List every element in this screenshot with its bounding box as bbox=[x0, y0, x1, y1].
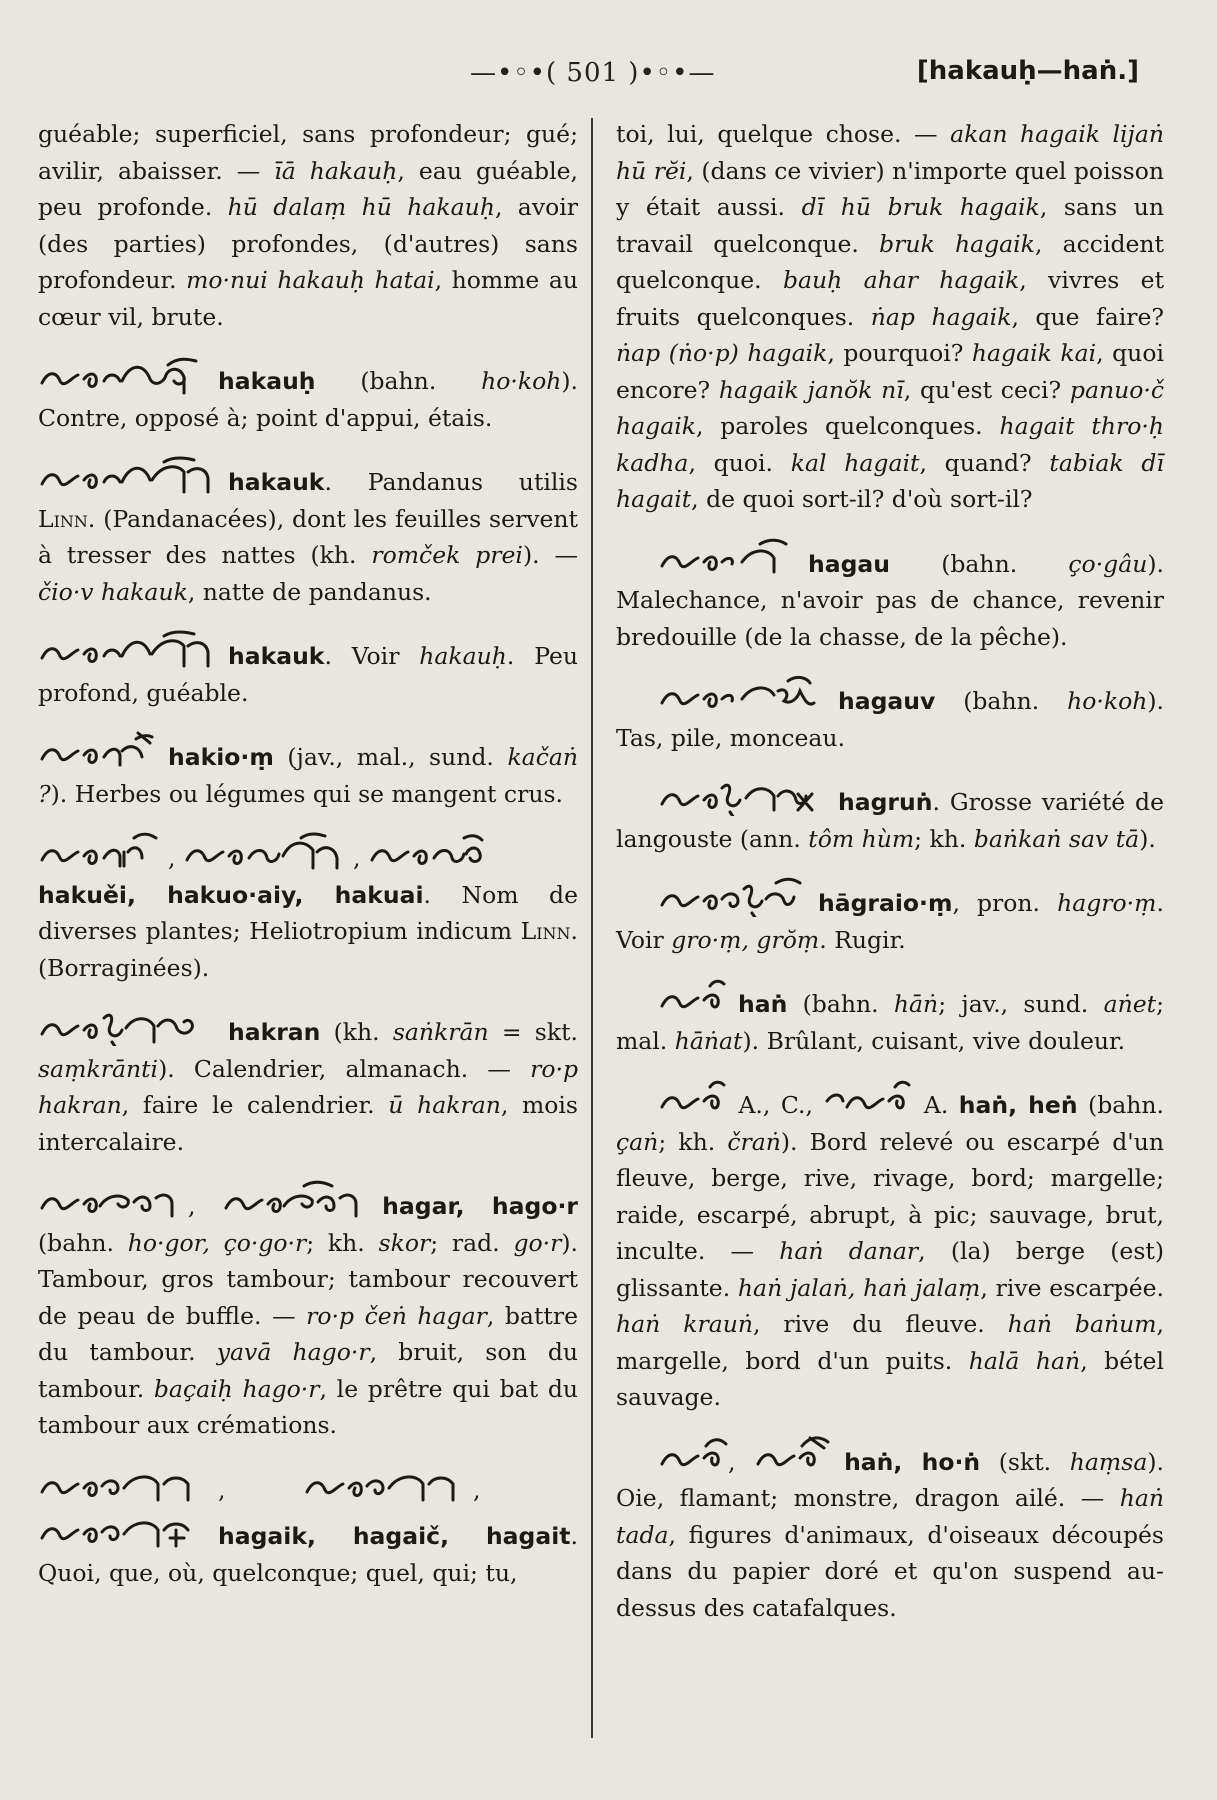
entry-text: , quoi encore? bbox=[616, 339, 1164, 404]
author-abbrev: Linn. bbox=[38, 504, 96, 533]
cham-script-glyph bbox=[658, 1077, 728, 1119]
dictionary-entry bbox=[38, 628, 578, 711]
entry-text: , qu'est ceci? bbox=[903, 375, 1070, 404]
example-phrase: kal hagait bbox=[790, 448, 920, 477]
entry-text: , mois intercalaire. bbox=[38, 1091, 578, 1156]
cham-script-glyph bbox=[38, 628, 218, 670]
definition: ). Oie, flamant; monstre, dragon ailé. — bbox=[616, 1447, 1164, 1512]
headword: hakauk bbox=[228, 642, 325, 670]
cham-script-glyph bbox=[754, 1434, 834, 1476]
cognate-form: hāṅat bbox=[674, 1026, 743, 1055]
cognate-form: baṅkaṅ sav tā bbox=[973, 824, 1140, 853]
headword: haṅ, heṅ bbox=[958, 1091, 1078, 1119]
definition: . Voir bbox=[324, 642, 420, 670]
entry-text: ; jav., sund. bbox=[938, 990, 1104, 1018]
dictionary-entry bbox=[616, 875, 1164, 958]
dictionary-entry bbox=[38, 830, 578, 986]
entry-text: guéable; superficiel, sans profondeur; gué; avilir, abaisser. — bbox=[38, 120, 578, 185]
continued-entry bbox=[616, 116, 1164, 518]
cham-script-glyph bbox=[658, 774, 828, 816]
entry-text: ; kh. bbox=[306, 1228, 379, 1257]
definition: . Peu profond, guéable. bbox=[38, 642, 578, 707]
cognate-form: hagro·ṃ bbox=[1057, 889, 1157, 917]
cognate-form: haṃsa bbox=[1069, 1447, 1148, 1476]
separator: , bbox=[188, 1192, 223, 1220]
entry-text: , eau guéable, peu profonde. bbox=[38, 156, 578, 221]
headword: haṅ bbox=[738, 990, 788, 1018]
example-phrase: bauḥ ahar hagaik bbox=[782, 266, 1020, 294]
left-column bbox=[38, 116, 578, 1591]
cham-script-glyph bbox=[658, 536, 798, 578]
entry-text: ; kh. bbox=[658, 1127, 728, 1156]
cognate-form: tôm hùm bbox=[808, 824, 915, 853]
example-phrase: haṅ tada bbox=[616, 1484, 1164, 1549]
cham-script-glyph bbox=[38, 1462, 218, 1504]
dictionary-entry bbox=[616, 1434, 1164, 1627]
entry-text: (bahn. bbox=[315, 367, 482, 395]
dictionary-entry bbox=[38, 1462, 578, 1592]
example-phrase: ṅap hagaik bbox=[870, 302, 1012, 331]
entry-text: (bahn. bbox=[38, 1228, 128, 1257]
author-abbrev: Linn. bbox=[520, 917, 578, 945]
example-phrase: baçaiḥ hago·r bbox=[153, 1374, 320, 1403]
separator: , bbox=[728, 1447, 755, 1476]
headword: hagar, hago·r bbox=[382, 1192, 578, 1220]
cham-script-glyph bbox=[38, 729, 158, 771]
right-column bbox=[616, 116, 1164, 1626]
example-phrase: īā hakauḥ bbox=[274, 156, 398, 185]
entry-text: , pron. bbox=[952, 889, 1058, 917]
headword: hakuěi, hakuo·aiy, hakuai bbox=[38, 880, 424, 909]
entry-text: , quoi. bbox=[688, 448, 791, 477]
definition: ). Herbes ou légumes qui se mangent crus. bbox=[50, 779, 563, 808]
entry-text: ). — bbox=[522, 541, 578, 569]
entry-text: (bahn. bbox=[1077, 1091, 1165, 1119]
example-phrase: ṅap (ṅo·p) hagaik bbox=[616, 339, 828, 367]
entry-text: , bruit, son du tambour. bbox=[38, 1338, 578, 1403]
cognate-form: saṃkrānti bbox=[38, 1054, 159, 1083]
example-phrase: mo·nui hakauḥ hatai bbox=[186, 266, 435, 294]
example-phrase: panuo·č hagaik bbox=[616, 375, 1165, 440]
dictionary-entry bbox=[38, 1178, 578, 1444]
example-phrase: haṅ jalaṅ, haṅ jalaṃ bbox=[737, 1273, 981, 1302]
entry-text: , pourquoi? bbox=[827, 339, 972, 367]
cognate-form: go·r bbox=[513, 1228, 562, 1257]
cognate-form: hāṅ bbox=[893, 990, 939, 1018]
cross-reference: hakauḥ bbox=[419, 642, 507, 670]
cham-script-glyph bbox=[658, 673, 828, 715]
entry-text: (jav., mal., sund. bbox=[273, 743, 508, 771]
entry-text: , (dans ce vivier) n'importe quel poisson y était aussi. bbox=[616, 156, 1164, 221]
cham-script-glyph bbox=[368, 830, 488, 872]
definition: . Rugir. bbox=[819, 925, 906, 954]
cham-script-glyph bbox=[38, 1508, 208, 1550]
example-phrase: yavā hago·r bbox=[216, 1338, 370, 1366]
example-phrase: akan hagaik lijaṅ hū rĕi bbox=[616, 120, 1164, 185]
cognate-form: çaṅ bbox=[616, 1127, 659, 1156]
definition: (Pandanacées), dont les feuilles servent à tresser des nattes (kh. bbox=[38, 504, 578, 569]
entry-text: ; mal. bbox=[616, 990, 1164, 1055]
definition: . Quoi, que, où, quelconque; quel, qui; tu, bbox=[38, 1522, 578, 1587]
cognate-form: čraṅ bbox=[727, 1127, 781, 1156]
column-divider bbox=[591, 118, 593, 1738]
example-phrase: tabiak dī hagait bbox=[616, 448, 1164, 513]
example-phrase: čio·v hakauk bbox=[38, 577, 188, 606]
cham-script-glyph bbox=[38, 1004, 218, 1046]
page-number: —•◦•( 501 )•◦•— bbox=[470, 58, 716, 88]
entry-text: , rive escarpée. bbox=[980, 1273, 1164, 1302]
headword: hagruṅ bbox=[838, 788, 933, 816]
definition: ). Tas, pile, monceau. bbox=[616, 687, 1164, 752]
separator: , bbox=[472, 1475, 481, 1504]
entry-text: , battre du tambour. bbox=[38, 1301, 578, 1366]
definition: ). Tambour, gros tambour; tambour recouvert de peau de buffle. — bbox=[38, 1228, 578, 1330]
cham-script-glyph bbox=[658, 1434, 728, 1476]
cham-script-glyph bbox=[222, 1178, 372, 1220]
cham-script-glyph bbox=[658, 875, 808, 917]
running-head bbox=[0, 54, 1217, 94]
cham-script-glyph bbox=[823, 1077, 913, 1119]
cross-reference: gro·ṃ, grŏṃ bbox=[671, 925, 820, 954]
definition: (Borraginées). bbox=[38, 953, 210, 982]
entry-text: , bétel sauvage. bbox=[616, 1346, 1164, 1411]
headword: hagau bbox=[808, 549, 890, 578]
headword: hakio·ṃ bbox=[168, 743, 274, 771]
entry-text: . Voir bbox=[616, 889, 1164, 954]
entry-text: , quand? bbox=[919, 448, 1050, 477]
example-phrase: ū hakran bbox=[388, 1091, 501, 1119]
headword: haṅ, ho·ṅ bbox=[844, 1447, 981, 1476]
definition: . Nom de diverses plantes; Heliotropium indicum bbox=[38, 880, 578, 945]
headword: hakran bbox=[228, 1018, 321, 1046]
headword: hagauv bbox=[838, 687, 936, 715]
cham-script-glyph bbox=[38, 1178, 188, 1220]
entry-text: , accident quelconque. bbox=[616, 229, 1164, 294]
cham-script-glyph bbox=[658, 976, 728, 1018]
definition: ). Contre, opposé à; point d'appui, étais. bbox=[38, 367, 578, 432]
entry-text: , le prêtre qui bat du tambour aux crémations. bbox=[38, 1374, 579, 1439]
definition: ). Calendrier, almanach. — bbox=[158, 1054, 531, 1083]
entry-text: (bahn. bbox=[935, 687, 1068, 715]
entry-text: (bahn. bbox=[787, 990, 894, 1018]
dictionary-entry bbox=[616, 536, 1164, 656]
dictionary-entry bbox=[616, 976, 1164, 1059]
cognate-form: ço·gâu bbox=[1068, 549, 1148, 578]
dictionary-entry bbox=[38, 1004, 578, 1160]
variant-labels: A., C., bbox=[728, 1091, 824, 1119]
example-phrase: haṅ danar bbox=[779, 1237, 919, 1265]
cham-script-glyph bbox=[38, 830, 168, 872]
headword: hakauk bbox=[228, 468, 325, 496]
definition: ). Brûlant, cuisant, vive douleur. bbox=[742, 1026, 1126, 1055]
example-phrase: hagait thro·ḥ kadha bbox=[616, 412, 1164, 477]
headword: hāgraio·ṃ bbox=[818, 889, 953, 917]
entry-text: , de quoi sort-il? d'où sort-il? bbox=[691, 485, 1033, 513]
headword: hagaik, hagaič, hagait bbox=[218, 1522, 571, 1550]
example-phrase: hū dalaṃ hū hakauḥ bbox=[227, 193, 495, 221]
cham-script-glyph bbox=[38, 353, 208, 395]
cham-script-glyph bbox=[38, 454, 218, 496]
dictionary-entry bbox=[38, 729, 578, 812]
example-phrase: bruk hagaik bbox=[879, 229, 1035, 258]
definition: ). Malechance, n'avoir pas de chance, revenir bredouille (de la chasse, de la pêche). bbox=[616, 549, 1164, 651]
separator: , bbox=[218, 1475, 226, 1504]
entry-text: , paroles quelconques. bbox=[695, 412, 1000, 440]
dictionary-entry bbox=[616, 774, 1164, 857]
entry-text: , avoir (des parties) profondes, (d'autres) sans profondeur. bbox=[38, 193, 578, 294]
cognate-form: ho·koh bbox=[1067, 687, 1148, 715]
entry-text: , rive du fleuve. bbox=[752, 1310, 1008, 1338]
entry-text: , (la) berge (est) glissante. bbox=[616, 1237, 1165, 1302]
entry-text: , homme au cœur vil, brute. bbox=[38, 266, 578, 331]
definition: . Grosse variété de langouste (ann. bbox=[616, 788, 1164, 853]
entry-text: , vivres et fruits quelconques. bbox=[616, 266, 1165, 331]
dictionary-entry bbox=[616, 1077, 1164, 1416]
entry-text: (skt. bbox=[980, 1447, 1070, 1476]
entry-text: , natte de pandanus. bbox=[187, 577, 432, 606]
headword-range: [hakauḥ—haṅ.] bbox=[916, 56, 1139, 86]
entry-text: ). bbox=[1139, 824, 1156, 853]
entry-text: = skt. bbox=[488, 1018, 578, 1046]
example-phrase: dī hū bruk hagaik bbox=[801, 193, 1040, 221]
cham-script-glyph bbox=[183, 830, 353, 872]
cognate-form: skor bbox=[378, 1228, 431, 1257]
example-phrase: ro·p čeṅ hagar bbox=[306, 1301, 487, 1330]
entry-text: , figures d'animaux, d'oiseaux découpés dans du papier doré et qu'on suspend au-dessus des catafalques. bbox=[616, 1520, 1164, 1622]
dictionary-entry bbox=[38, 454, 578, 610]
separator: , bbox=[168, 844, 183, 872]
entry-text: toi, lui, quelque chose. — bbox=[616, 120, 951, 148]
headword: hakauḥ bbox=[218, 367, 316, 395]
example-phrase: halā haṅ bbox=[968, 1346, 1081, 1375]
entry-text: , margelle, bord d'un puits. bbox=[616, 1310, 1164, 1375]
cognate-form: saṅkrān bbox=[392, 1018, 489, 1046]
example-phrase: hagaik kai bbox=[971, 339, 1097, 367]
cham-script-glyph bbox=[303, 1462, 473, 1504]
dictionary-entry bbox=[616, 673, 1164, 756]
example-phrase: haṅ krauṅ bbox=[616, 1310, 753, 1338]
continued-entry bbox=[38, 116, 578, 335]
example-phrase: haṅ baṅum bbox=[1007, 1310, 1157, 1338]
dictionary-entry bbox=[38, 353, 578, 436]
example-phrase: hagaik janŏk nī bbox=[718, 375, 904, 404]
entry-text: , que faire? bbox=[1011, 302, 1165, 331]
cognate-form: ho·koh bbox=[481, 367, 562, 395]
cognate-form: ho·gor, ço·go·r bbox=[127, 1228, 307, 1257]
cognate-form: kačaṅ ? bbox=[38, 743, 578, 808]
definition: . Pandanus utilis bbox=[324, 468, 578, 496]
cognate-form: aṅet bbox=[1103, 990, 1157, 1018]
entry-text: , sans un travail quelconque. bbox=[616, 193, 1164, 258]
entry-text: ; kh. bbox=[914, 824, 974, 853]
example-phrase: ro·p hakran bbox=[38, 1054, 578, 1119]
entry-text: , faire le calendrier. bbox=[121, 1091, 389, 1119]
entry-text: ; rad. bbox=[430, 1228, 514, 1257]
cognate-form: romček prei bbox=[371, 541, 523, 569]
entry-text: (bahn. bbox=[890, 549, 1069, 578]
entry-text: (kh. bbox=[320, 1018, 393, 1046]
variant-labels: A. bbox=[913, 1091, 959, 1119]
separator: , bbox=[352, 844, 368, 872]
definition: ). Bord relevé ou escarpé d'un fleuve, berge, rive, rivage, bord; margelle; raide, escarpé, abrupt, à pic; sauvage, brut, inculte. — bbox=[616, 1127, 1165, 1265]
